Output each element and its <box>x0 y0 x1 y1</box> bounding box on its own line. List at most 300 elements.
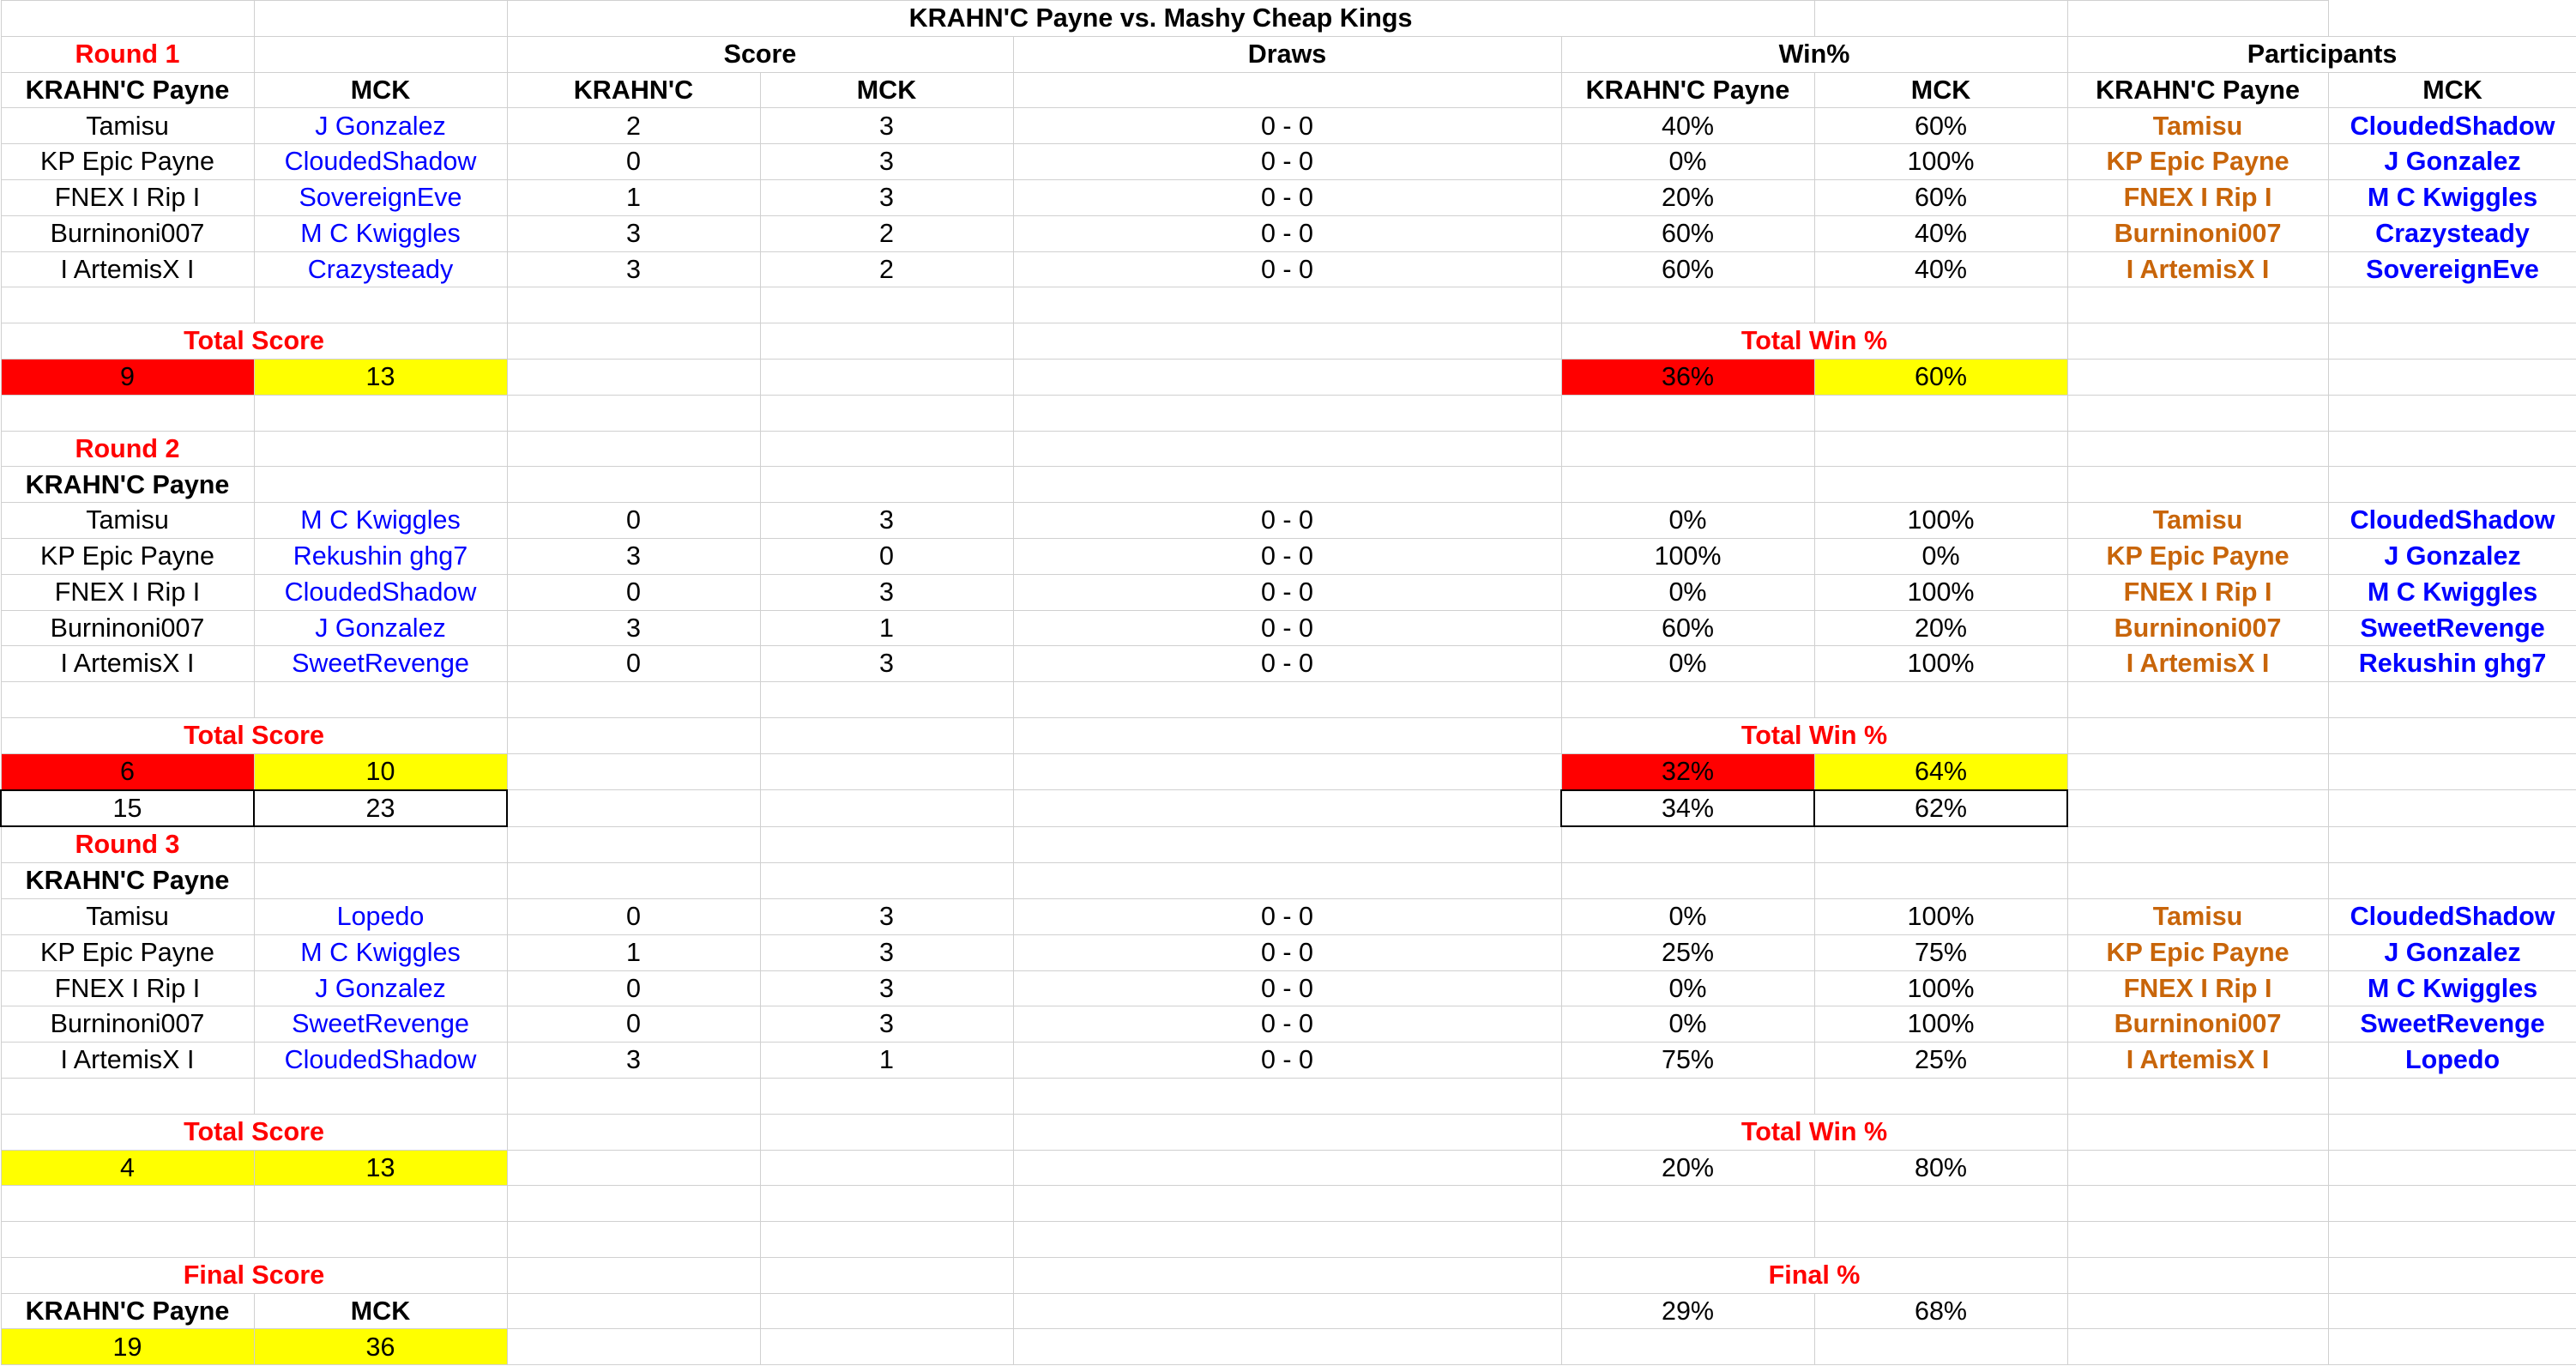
player-b-name[interactable]: M C Kwiggles <box>254 934 507 970</box>
win-pct-header[interactable]: Win% <box>1561 36 2067 72</box>
cell[interactable] <box>507 431 760 467</box>
cumulative-score-a[interactable]: 15 <box>1 790 254 827</box>
cell[interactable] <box>760 287 1013 323</box>
cell[interactable] <box>254 1078 507 1114</box>
participant-a[interactable]: Tamisu <box>2067 108 2328 144</box>
final-team-a-header[interactable]: KRAHN'C Payne <box>1 1293 254 1329</box>
participant-a[interactable]: FNEX I Rip I <box>2067 970 2328 1006</box>
cell[interactable] <box>2067 682 2328 718</box>
cell[interactable] <box>2328 287 2576 323</box>
score-a[interactable]: 0 <box>507 970 760 1006</box>
score-b[interactable]: 0 <box>760 538 1013 574</box>
score-header[interactable]: Score <box>507 36 1013 72</box>
cell[interactable] <box>254 826 507 862</box>
cell[interactable] <box>1814 1078 2067 1114</box>
cell[interactable] <box>2067 1186 2328 1222</box>
cell[interactable] <box>760 863 1013 899</box>
cell[interactable] <box>760 1329 1013 1365</box>
cell[interactable] <box>1013 1222 1561 1258</box>
cell[interactable] <box>1814 395 2067 431</box>
total-score-label[interactable]: Total Score <box>1 717 507 753</box>
participant-a[interactable]: KP Epic Payne <box>2067 144 2328 180</box>
participant-b[interactable]: M C Kwiggles <box>2328 970 2576 1006</box>
team-a-header[interactable]: KRAHN'C Payne <box>1 863 254 899</box>
cell[interactable] <box>760 431 1013 467</box>
cell[interactable] <box>1 1078 254 1114</box>
total-score-a[interactable]: 6 <box>1 753 254 789</box>
cumulative-win-b[interactable]: 62% <box>1814 790 2067 827</box>
player-a-name[interactable]: KP Epic Payne <box>1 538 254 574</box>
player-a-name[interactable]: Tamisu <box>1 108 254 144</box>
cell[interactable] <box>2328 826 2576 862</box>
win-pct-b[interactable]: 40% <box>1814 251 2067 287</box>
player-b-name[interactable]: SweetRevenge <box>254 1006 507 1043</box>
participant-a[interactable]: Tamisu <box>2067 503 2328 539</box>
cell[interactable] <box>1013 467 1561 503</box>
total-score-a[interactable]: 4 <box>1 1150 254 1186</box>
score-b[interactable]: 1 <box>760 1043 1013 1079</box>
participant-b[interactable]: CloudedShadow <box>2328 503 2576 539</box>
cell[interactable] <box>1013 1150 1561 1186</box>
score-b[interactable]: 3 <box>760 144 1013 180</box>
score-b[interactable]: 2 <box>760 251 1013 287</box>
win-pct-a[interactable]: 60% <box>1561 251 1814 287</box>
draws-value[interactable]: 0 - 0 <box>1013 179 1561 215</box>
draws-value[interactable]: 0 - 0 <box>1013 934 1561 970</box>
cell[interactable] <box>1561 431 1814 467</box>
cell[interactable] <box>507 1078 760 1114</box>
win-pct-a[interactable]: 60% <box>1561 215 1814 251</box>
cell[interactable] <box>1814 1222 2067 1258</box>
cell[interactable] <box>2067 1257 2328 1293</box>
cell[interactable] <box>760 323 1013 360</box>
draws-value[interactable]: 0 - 0 <box>1013 574 1561 610</box>
cell[interactable] <box>1013 790 1561 827</box>
score-team-b-header[interactable]: MCK <box>760 72 1013 108</box>
player-a-name[interactable]: I ArtemisX I <box>1 1043 254 1079</box>
participant-b[interactable]: Crazysteady <box>2328 215 2576 251</box>
score-a[interactable]: 0 <box>507 144 760 180</box>
win-pct-a[interactable]: 0% <box>1561 646 1814 682</box>
cell[interactable] <box>1561 287 1814 323</box>
score-a[interactable]: 3 <box>507 538 760 574</box>
draws-value[interactable]: 0 - 0 <box>1013 215 1561 251</box>
cell[interactable] <box>1561 1186 1814 1222</box>
cell[interactable] <box>1814 826 2067 862</box>
player-b-name[interactable]: J Gonzalez <box>254 610 507 646</box>
cell[interactable] <box>254 467 507 503</box>
cell[interactable] <box>2328 863 2576 899</box>
player-a-name[interactable]: I ArtemisX I <box>1 251 254 287</box>
cell[interactable] <box>1814 431 2067 467</box>
win-team-a-header[interactable]: KRAHN'C Payne <box>1561 72 1814 108</box>
cell[interactable] <box>507 323 760 360</box>
win-pct-b[interactable]: 75% <box>1814 934 2067 970</box>
cell[interactable] <box>254 1186 507 1222</box>
player-b-name[interactable]: SweetRevenge <box>254 646 507 682</box>
win-pct-b[interactable]: 40% <box>1814 215 2067 251</box>
score-a[interactable]: 3 <box>507 251 760 287</box>
cell[interactable] <box>254 431 507 467</box>
cell[interactable] <box>1013 1257 1561 1293</box>
cell[interactable] <box>507 863 760 899</box>
cell[interactable] <box>1 1186 254 1222</box>
cell[interactable] <box>760 790 1013 827</box>
win-pct-b[interactable]: 100% <box>1814 898 2067 934</box>
cell[interactable] <box>760 753 1013 789</box>
player-b-name[interactable]: M C Kwiggles <box>254 503 507 539</box>
cell[interactable] <box>760 826 1013 862</box>
cell[interactable] <box>507 1150 760 1186</box>
win-pct-b[interactable]: 100% <box>1814 1006 2067 1043</box>
draws-value[interactable]: 0 - 0 <box>1013 251 1561 287</box>
cell[interactable] <box>507 682 760 718</box>
final-score-b[interactable]: 36 <box>254 1329 507 1365</box>
win-pct-a[interactable]: 40% <box>1561 108 1814 144</box>
score-a[interactable]: 3 <box>507 610 760 646</box>
cell[interactable] <box>2328 467 2576 503</box>
participants-team-b-header[interactable]: MCK <box>2328 72 2576 108</box>
win-pct-b[interactable]: 100% <box>1814 503 2067 539</box>
participant-b[interactable]: Lopedo <box>2328 1043 2576 1079</box>
cell[interactable] <box>1013 753 1561 789</box>
cell[interactable] <box>1814 682 2067 718</box>
participant-a[interactable]: KP Epic Payne <box>2067 934 2328 970</box>
draws-value[interactable]: 0 - 0 <box>1013 610 1561 646</box>
cell[interactable] <box>1814 467 2067 503</box>
win-pct-a[interactable]: 60% <box>1561 610 1814 646</box>
cell[interactable] <box>2067 287 2328 323</box>
cell[interactable] <box>507 1257 760 1293</box>
cell[interactable] <box>760 1222 1013 1258</box>
cell[interactable] <box>760 395 1013 431</box>
cell[interactable] <box>760 1257 1013 1293</box>
score-a[interactable]: 0 <box>507 898 760 934</box>
win-pct-b[interactable]: 100% <box>1814 574 2067 610</box>
cell[interactable] <box>507 467 760 503</box>
participant-b[interactable]: CloudedShadow <box>2328 108 2576 144</box>
score-a[interactable]: 0 <box>507 646 760 682</box>
cell[interactable] <box>1013 323 1561 360</box>
player-a-name[interactable]: Tamisu <box>1 898 254 934</box>
cell[interactable] <box>760 1150 1013 1186</box>
player-a-name[interactable]: KP Epic Payne <box>1 144 254 180</box>
win-pct-a[interactable]: 100% <box>1561 538 1814 574</box>
participant-a[interactable]: Tamisu <box>2067 898 2328 934</box>
cell[interactable] <box>2067 431 2328 467</box>
total-score-b[interactable]: 13 <box>254 359 507 395</box>
participant-b[interactable]: SweetRevenge <box>2328 610 2576 646</box>
draws-value[interactable]: 0 - 0 <box>1013 503 1561 539</box>
cell[interactable] <box>1561 863 1814 899</box>
player-a-name[interactable]: FNEX I Rip I <box>1 970 254 1006</box>
cell[interactable] <box>2328 395 2576 431</box>
cell[interactable] <box>2328 1114 2576 1150</box>
score-b[interactable]: 3 <box>760 574 1013 610</box>
cell[interactable] <box>2328 753 2576 789</box>
score-a[interactable]: 2 <box>507 108 760 144</box>
participant-a[interactable]: I ArtemisX I <box>2067 251 2328 287</box>
final-pct-a[interactable]: 29% <box>1561 1293 1814 1329</box>
score-b[interactable]: 1 <box>760 610 1013 646</box>
cell[interactable] <box>1013 682 1561 718</box>
player-b-name[interactable]: M C Kwiggles <box>254 215 507 251</box>
participant-a[interactable]: I ArtemisX I <box>2067 646 2328 682</box>
cell[interactable] <box>2067 717 2328 753</box>
cell[interactable] <box>2067 1078 2328 1114</box>
cell[interactable] <box>254 1 507 37</box>
round-3-heading[interactable]: Round 3 <box>1 826 254 862</box>
cell[interactable] <box>1561 1222 1814 1258</box>
win-team-b-header[interactable]: MCK <box>1814 72 2067 108</box>
total-win-b[interactable]: 80% <box>1814 1150 2067 1186</box>
player-b-name[interactable]: Rekushin ghg7 <box>254 538 507 574</box>
player-b-name[interactable]: CloudedShadow <box>254 574 507 610</box>
score-a[interactable]: 0 <box>507 574 760 610</box>
team-a-header[interactable]: KRAHN'C Payne <box>1 467 254 503</box>
total-score-label[interactable]: Total Score <box>1 323 507 360</box>
participant-a[interactable]: FNEX I Rip I <box>2067 574 2328 610</box>
cell[interactable] <box>507 1329 760 1365</box>
cell[interactable] <box>1013 395 1561 431</box>
player-a-name[interactable]: Tamisu <box>1 503 254 539</box>
participant-a[interactable]: FNEX I Rip I <box>2067 179 2328 215</box>
cell[interactable] <box>1013 287 1561 323</box>
win-pct-b[interactable]: 100% <box>1814 646 2067 682</box>
score-a[interactable]: 3 <box>507 215 760 251</box>
round-1-heading[interactable]: Round 1 <box>1 36 254 72</box>
score-a[interactable]: 1 <box>507 179 760 215</box>
cell[interactable] <box>1 287 254 323</box>
player-b-name[interactable]: CloudedShadow <box>254 144 507 180</box>
score-b[interactable]: 3 <box>760 503 1013 539</box>
cell[interactable] <box>1013 863 1561 899</box>
final-pct-b[interactable]: 68% <box>1814 1293 2067 1329</box>
cell[interactable] <box>1814 863 2067 899</box>
team-b-header[interactable]: MCK <box>254 72 507 108</box>
score-team-a-header[interactable]: KRAHN'C <box>507 72 760 108</box>
draws-value[interactable]: 0 - 0 <box>1013 898 1561 934</box>
cell[interactable] <box>1561 467 1814 503</box>
cell[interactable] <box>2328 790 2576 827</box>
score-b[interactable]: 3 <box>760 970 1013 1006</box>
win-pct-a[interactable]: 0% <box>1561 970 1814 1006</box>
cell[interactable] <box>254 36 507 72</box>
final-team-b-header[interactable]: MCK <box>254 1293 507 1329</box>
win-pct-a[interactable]: 75% <box>1561 1043 1814 1079</box>
cell[interactable] <box>760 467 1013 503</box>
cell[interactable] <box>254 863 507 899</box>
win-pct-a[interactable]: 0% <box>1561 898 1814 934</box>
total-score-a[interactable]: 9 <box>1 359 254 395</box>
draws-value[interactable]: 0 - 0 <box>1013 1043 1561 1079</box>
cell[interactable] <box>2067 323 2328 360</box>
win-pct-b[interactable]: 60% <box>1814 108 2067 144</box>
participant-b[interactable]: J Gonzalez <box>2328 538 2576 574</box>
player-b-name[interactable]: CloudedShadow <box>254 1043 507 1079</box>
cell[interactable] <box>2067 1150 2328 1186</box>
participant-a[interactable]: Burninoni007 <box>2067 610 2328 646</box>
win-pct-b[interactable]: 60% <box>1814 179 2067 215</box>
player-a-name[interactable]: KP Epic Payne <box>1 934 254 970</box>
team-a-header[interactable]: KRAHN'C Payne <box>1 72 254 108</box>
cell[interactable] <box>1 1 254 37</box>
cell[interactable] <box>2328 1186 2576 1222</box>
score-a[interactable]: 1 <box>507 934 760 970</box>
cell[interactable] <box>1013 1114 1561 1150</box>
cell[interactable] <box>2067 395 2328 431</box>
cell[interactable] <box>760 1078 1013 1114</box>
cell[interactable] <box>1013 72 1561 108</box>
cell[interactable] <box>1013 359 1561 395</box>
cell[interactable] <box>1 395 254 431</box>
cell[interactable] <box>760 1186 1013 1222</box>
cell[interactable] <box>2067 863 2328 899</box>
cell[interactable] <box>2328 1257 2576 1293</box>
participant-b[interactable]: CloudedShadow <box>2328 898 2576 934</box>
cumulative-score-b[interactable]: 23 <box>254 790 507 827</box>
player-b-name[interactable]: Crazysteady <box>254 251 507 287</box>
cell[interactable] <box>1814 1329 2067 1365</box>
win-pct-a[interactable]: 0% <box>1561 503 1814 539</box>
total-win-b[interactable]: 64% <box>1814 753 2067 789</box>
cell[interactable] <box>2067 1 2328 37</box>
participant-b[interactable]: Rekushin ghg7 <box>2328 646 2576 682</box>
score-a[interactable]: 0 <box>507 1006 760 1043</box>
cell[interactable] <box>2067 1293 2328 1329</box>
cell[interactable] <box>507 1186 760 1222</box>
cell[interactable] <box>760 1114 1013 1150</box>
cell[interactable] <box>2328 323 2576 360</box>
cell[interactable] <box>507 287 760 323</box>
score-b[interactable]: 3 <box>760 898 1013 934</box>
cell[interactable] <box>1814 1 2067 37</box>
cell[interactable] <box>507 395 760 431</box>
cell[interactable] <box>507 1114 760 1150</box>
draws-value[interactable]: 0 - 0 <box>1013 538 1561 574</box>
cell[interactable] <box>2067 1114 2328 1150</box>
cell[interactable] <box>507 753 760 789</box>
draws-header[interactable]: Draws <box>1013 36 1561 72</box>
player-a-name[interactable]: Burninoni007 <box>1 610 254 646</box>
total-score-b[interactable]: 13 <box>254 1150 507 1186</box>
draws-value[interactable]: 0 - 0 <box>1013 1006 1561 1043</box>
cell[interactable] <box>2328 431 2576 467</box>
cell[interactable] <box>1 682 254 718</box>
final-pct-label[interactable]: Final % <box>1561 1257 2067 1293</box>
score-b[interactable]: 2 <box>760 215 1013 251</box>
player-a-name[interactable]: Burninoni007 <box>1 215 254 251</box>
cell[interactable] <box>507 1293 760 1329</box>
draws-value[interactable]: 0 - 0 <box>1013 108 1561 144</box>
total-score-label[interactable]: Total Score <box>1 1114 507 1150</box>
cell[interactable] <box>1561 682 1814 718</box>
participant-b[interactable]: SweetRevenge <box>2328 1006 2576 1043</box>
player-a-name[interactable]: FNEX I Rip I <box>1 179 254 215</box>
score-b[interactable]: 3 <box>760 179 1013 215</box>
win-pct-a[interactable]: 25% <box>1561 934 1814 970</box>
cell[interactable] <box>1013 826 1561 862</box>
win-pct-a[interactable]: 0% <box>1561 144 1814 180</box>
cell[interactable] <box>2067 753 2328 789</box>
player-a-name[interactable]: Burninoni007 <box>1 1006 254 1043</box>
draws-value[interactable]: 0 - 0 <box>1013 646 1561 682</box>
score-a[interactable]: 0 <box>507 503 760 539</box>
cell[interactable] <box>2067 467 2328 503</box>
cell[interactable] <box>254 1222 507 1258</box>
final-score-a[interactable]: 19 <box>1 1329 254 1365</box>
participant-a[interactable]: Burninoni007 <box>2067 215 2328 251</box>
cell[interactable] <box>2328 359 2576 395</box>
player-b-name[interactable]: J Gonzalez <box>254 970 507 1006</box>
cell[interactable] <box>1013 717 1561 753</box>
cell[interactable] <box>254 395 507 431</box>
player-a-name[interactable]: I ArtemisX I <box>1 646 254 682</box>
cell[interactable] <box>2328 1078 2576 1114</box>
cell[interactable] <box>2328 682 2576 718</box>
cell[interactable] <box>1814 1186 2067 1222</box>
win-pct-b[interactable]: 100% <box>1814 970 2067 1006</box>
score-a[interactable]: 3 <box>507 1043 760 1079</box>
round-2-heading[interactable]: Round 2 <box>1 431 254 467</box>
cell[interactable] <box>1013 1078 1561 1114</box>
cell[interactable] <box>2328 1293 2576 1329</box>
cell[interactable] <box>760 717 1013 753</box>
total-win-a[interactable]: 36% <box>1561 359 1814 395</box>
total-win-label[interactable]: Total Win % <box>1561 1114 2067 1150</box>
cell[interactable] <box>1561 1078 1814 1114</box>
draws-value[interactable]: 0 - 0 <box>1013 970 1561 1006</box>
participants-team-a-header[interactable]: KRAHN'C Payne <box>2067 72 2328 108</box>
player-b-name[interactable]: SovereignEve <box>254 179 507 215</box>
cell[interactable] <box>2328 1150 2576 1186</box>
cell[interactable] <box>1561 1329 1814 1365</box>
total-win-a[interactable]: 20% <box>1561 1150 1814 1186</box>
participant-a[interactable]: KP Epic Payne <box>2067 538 2328 574</box>
participants-header[interactable]: Participants <box>2067 36 2576 72</box>
cell[interactable] <box>507 826 760 862</box>
cell[interactable] <box>760 359 1013 395</box>
cell[interactable] <box>2067 790 2328 827</box>
cell[interactable] <box>507 359 760 395</box>
participant-b[interactable]: M C Kwiggles <box>2328 179 2576 215</box>
cell[interactable] <box>1814 287 2067 323</box>
win-pct-b[interactable]: 100% <box>1814 144 2067 180</box>
cell[interactable] <box>1561 395 1814 431</box>
participant-a[interactable]: I ArtemisX I <box>2067 1043 2328 1079</box>
cell[interactable] <box>760 682 1013 718</box>
participant-b[interactable]: J Gonzalez <box>2328 144 2576 180</box>
cell[interactable] <box>2067 359 2328 395</box>
cell[interactable] <box>760 1293 1013 1329</box>
total-win-label[interactable]: Total Win % <box>1561 717 2067 753</box>
total-score-b[interactable]: 10 <box>254 753 507 789</box>
score-b[interactable]: 3 <box>760 646 1013 682</box>
player-b-name[interactable]: Lopedo <box>254 898 507 934</box>
cell[interactable] <box>2328 717 2576 753</box>
cell[interactable] <box>507 790 760 827</box>
win-pct-a[interactable]: 20% <box>1561 179 1814 215</box>
participant-b[interactable]: J Gonzalez <box>2328 934 2576 970</box>
cell[interactable] <box>254 287 507 323</box>
final-score-label[interactable]: Final Score <box>1 1257 507 1293</box>
participant-a[interactable]: Burninoni007 <box>2067 1006 2328 1043</box>
total-win-a[interactable]: 32% <box>1561 753 1814 789</box>
player-a-name[interactable]: FNEX I Rip I <box>1 574 254 610</box>
cell[interactable] <box>507 1222 760 1258</box>
score-b[interactable]: 3 <box>760 1006 1013 1043</box>
participant-b[interactable]: M C Kwiggles <box>2328 574 2576 610</box>
